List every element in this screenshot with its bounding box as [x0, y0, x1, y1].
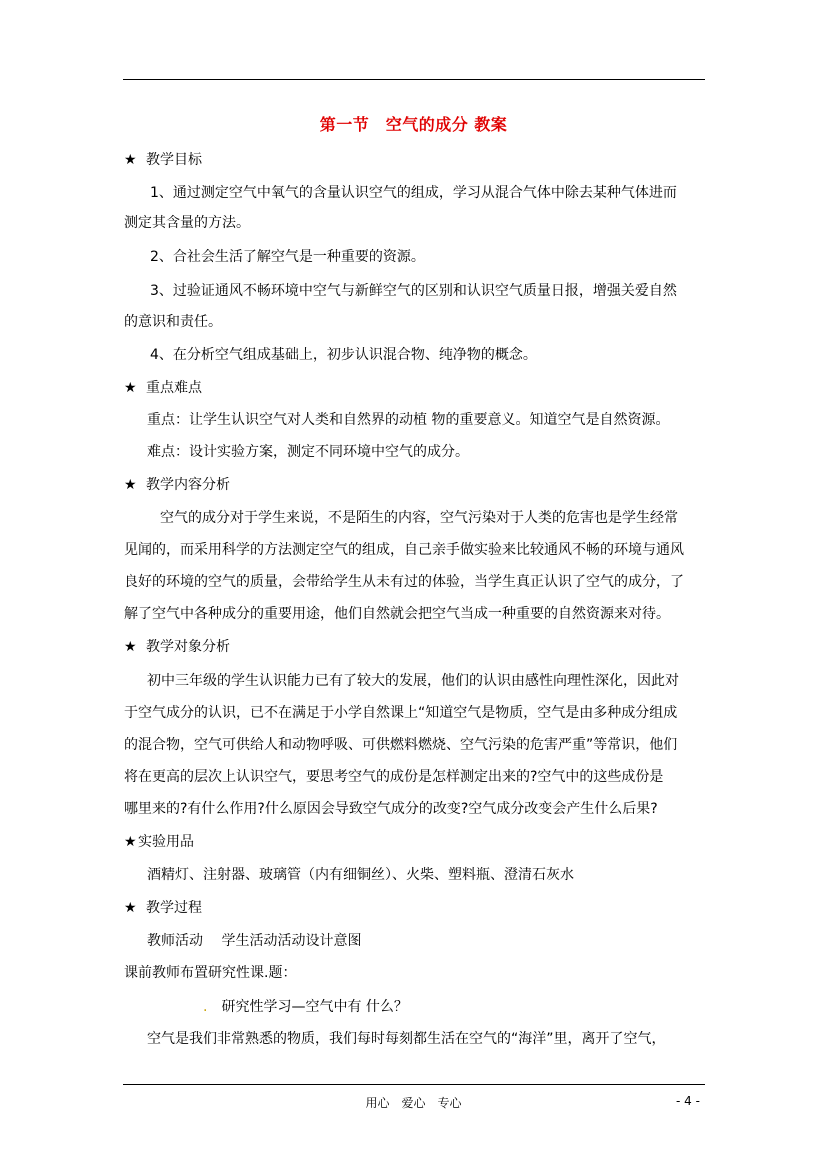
content-line: 良好的环境的空气的质量，会带给学生从未有过的体验，当学生真正认识了空气的成分，了	[124, 574, 684, 590]
pre-class-line: 课前教师布置研究性课.题：	[124, 965, 297, 981]
object-line: 的混合物，空气可供给人和动物呼吸、可供燃料燃烧、空气污染的危害严重”等常识，他们	[124, 737, 678, 753]
goal-line: 2、合社会生活了解空气是一种重要的资源。	[150, 249, 425, 265]
goal-line: 的意识和责任。	[124, 314, 222, 330]
bullet-dot: .	[203, 999, 208, 1015]
star-icon: ★	[124, 152, 137, 168]
footer-rule	[123, 1084, 705, 1085]
document-title: 第一节 空气的成分 教案	[319, 115, 508, 134]
supplies-line: 酒精灯、注射器、玻璃管（内有细铜丝）、火柴、塑料瓶、澄清石灰水	[147, 867, 574, 883]
content-line: 解了空气中各种成分的重要用途，他们自然就会把空气当成一种重要的自然资源来对待。	[124, 606, 670, 622]
content-line: 空气的成分对于学生来说，不是陌生的内容，空气污染对于人类的危害也是学生经常	[160, 510, 678, 526]
header-rule	[123, 79, 705, 80]
key-point-line: 重点：让学生认识空气对人类和自然界的动植 物的重要意义。知道空气是自然资源。	[147, 412, 670, 428]
paragraph-line: 空气是我们非常熟悉的物质，我们每时每刻都生活在空气的“海洋”里，离开了空气，	[147, 1031, 666, 1047]
section-heading-key-points: ★ 重点难点	[124, 380, 202, 396]
section-heading-process: ★ 教学过程	[124, 900, 202, 916]
footer-slogan: 用心 爱心 专心	[365, 1096, 462, 1110]
goal-line: 测定其含量的方法。	[124, 215, 250, 231]
page-number: - 4 -	[676, 1094, 700, 1108]
goal-line: 4、在分析空气组成基础上，初步认识混合物、纯净物的概念。	[150, 347, 537, 363]
difficulty-line: 难点：设计实验方案，测定不同环境中空气的成分。	[147, 444, 469, 460]
section-heading-goals: ★ 教学目标	[124, 152, 202, 168]
object-line: 初中三年级的学生认识能力已有了较大的发展，他们的认识由感性向理性深化，因此对	[147, 673, 679, 689]
goal-line: 1、通过测定空气中氧气的含量认识空气的组成，学习从混合气体中除去某种气体进而	[150, 185, 677, 201]
star-icon: ★	[124, 900, 137, 916]
object-line: 于空气成分的认识，已不在满足于小学自然课上“知道空气是物质，空气是由多种成分组成	[124, 705, 678, 721]
section-heading-content: ★ 教学内容分析	[124, 477, 230, 493]
star-icon: ★	[124, 834, 137, 850]
star-icon: ★	[124, 477, 137, 493]
object-line: 将在更高的层次上认识空气，要思考空气的成份是怎样测定出来的?空气中的这些成份是	[124, 769, 664, 785]
content-line: 见闻的，而采用科学的方法测定空气的组成，自己亲手做实验来比较通风不畅的环境与通风	[124, 542, 684, 558]
research-title-line: . 研究性学习—空气中有 什么？	[203, 999, 408, 1015]
star-icon: ★	[124, 380, 137, 396]
section-heading-object: ★ 教学对象分析	[124, 639, 230, 655]
process-columns: 教师活动 学生活动活动设计意图	[147, 933, 362, 949]
section-heading-supplies: ★实验用品	[124, 834, 194, 850]
goal-line: 3、过验证通风不畅环境中空气与新鲜空气的区别和认识空气质量日报，增强关爱自然	[150, 283, 677, 299]
object-line: 哪里来的?有什么作用?什么原因会导致空气成分的改变?空气成分改变会产生什么后果?	[124, 801, 658, 817]
star-icon: ★	[124, 639, 137, 655]
